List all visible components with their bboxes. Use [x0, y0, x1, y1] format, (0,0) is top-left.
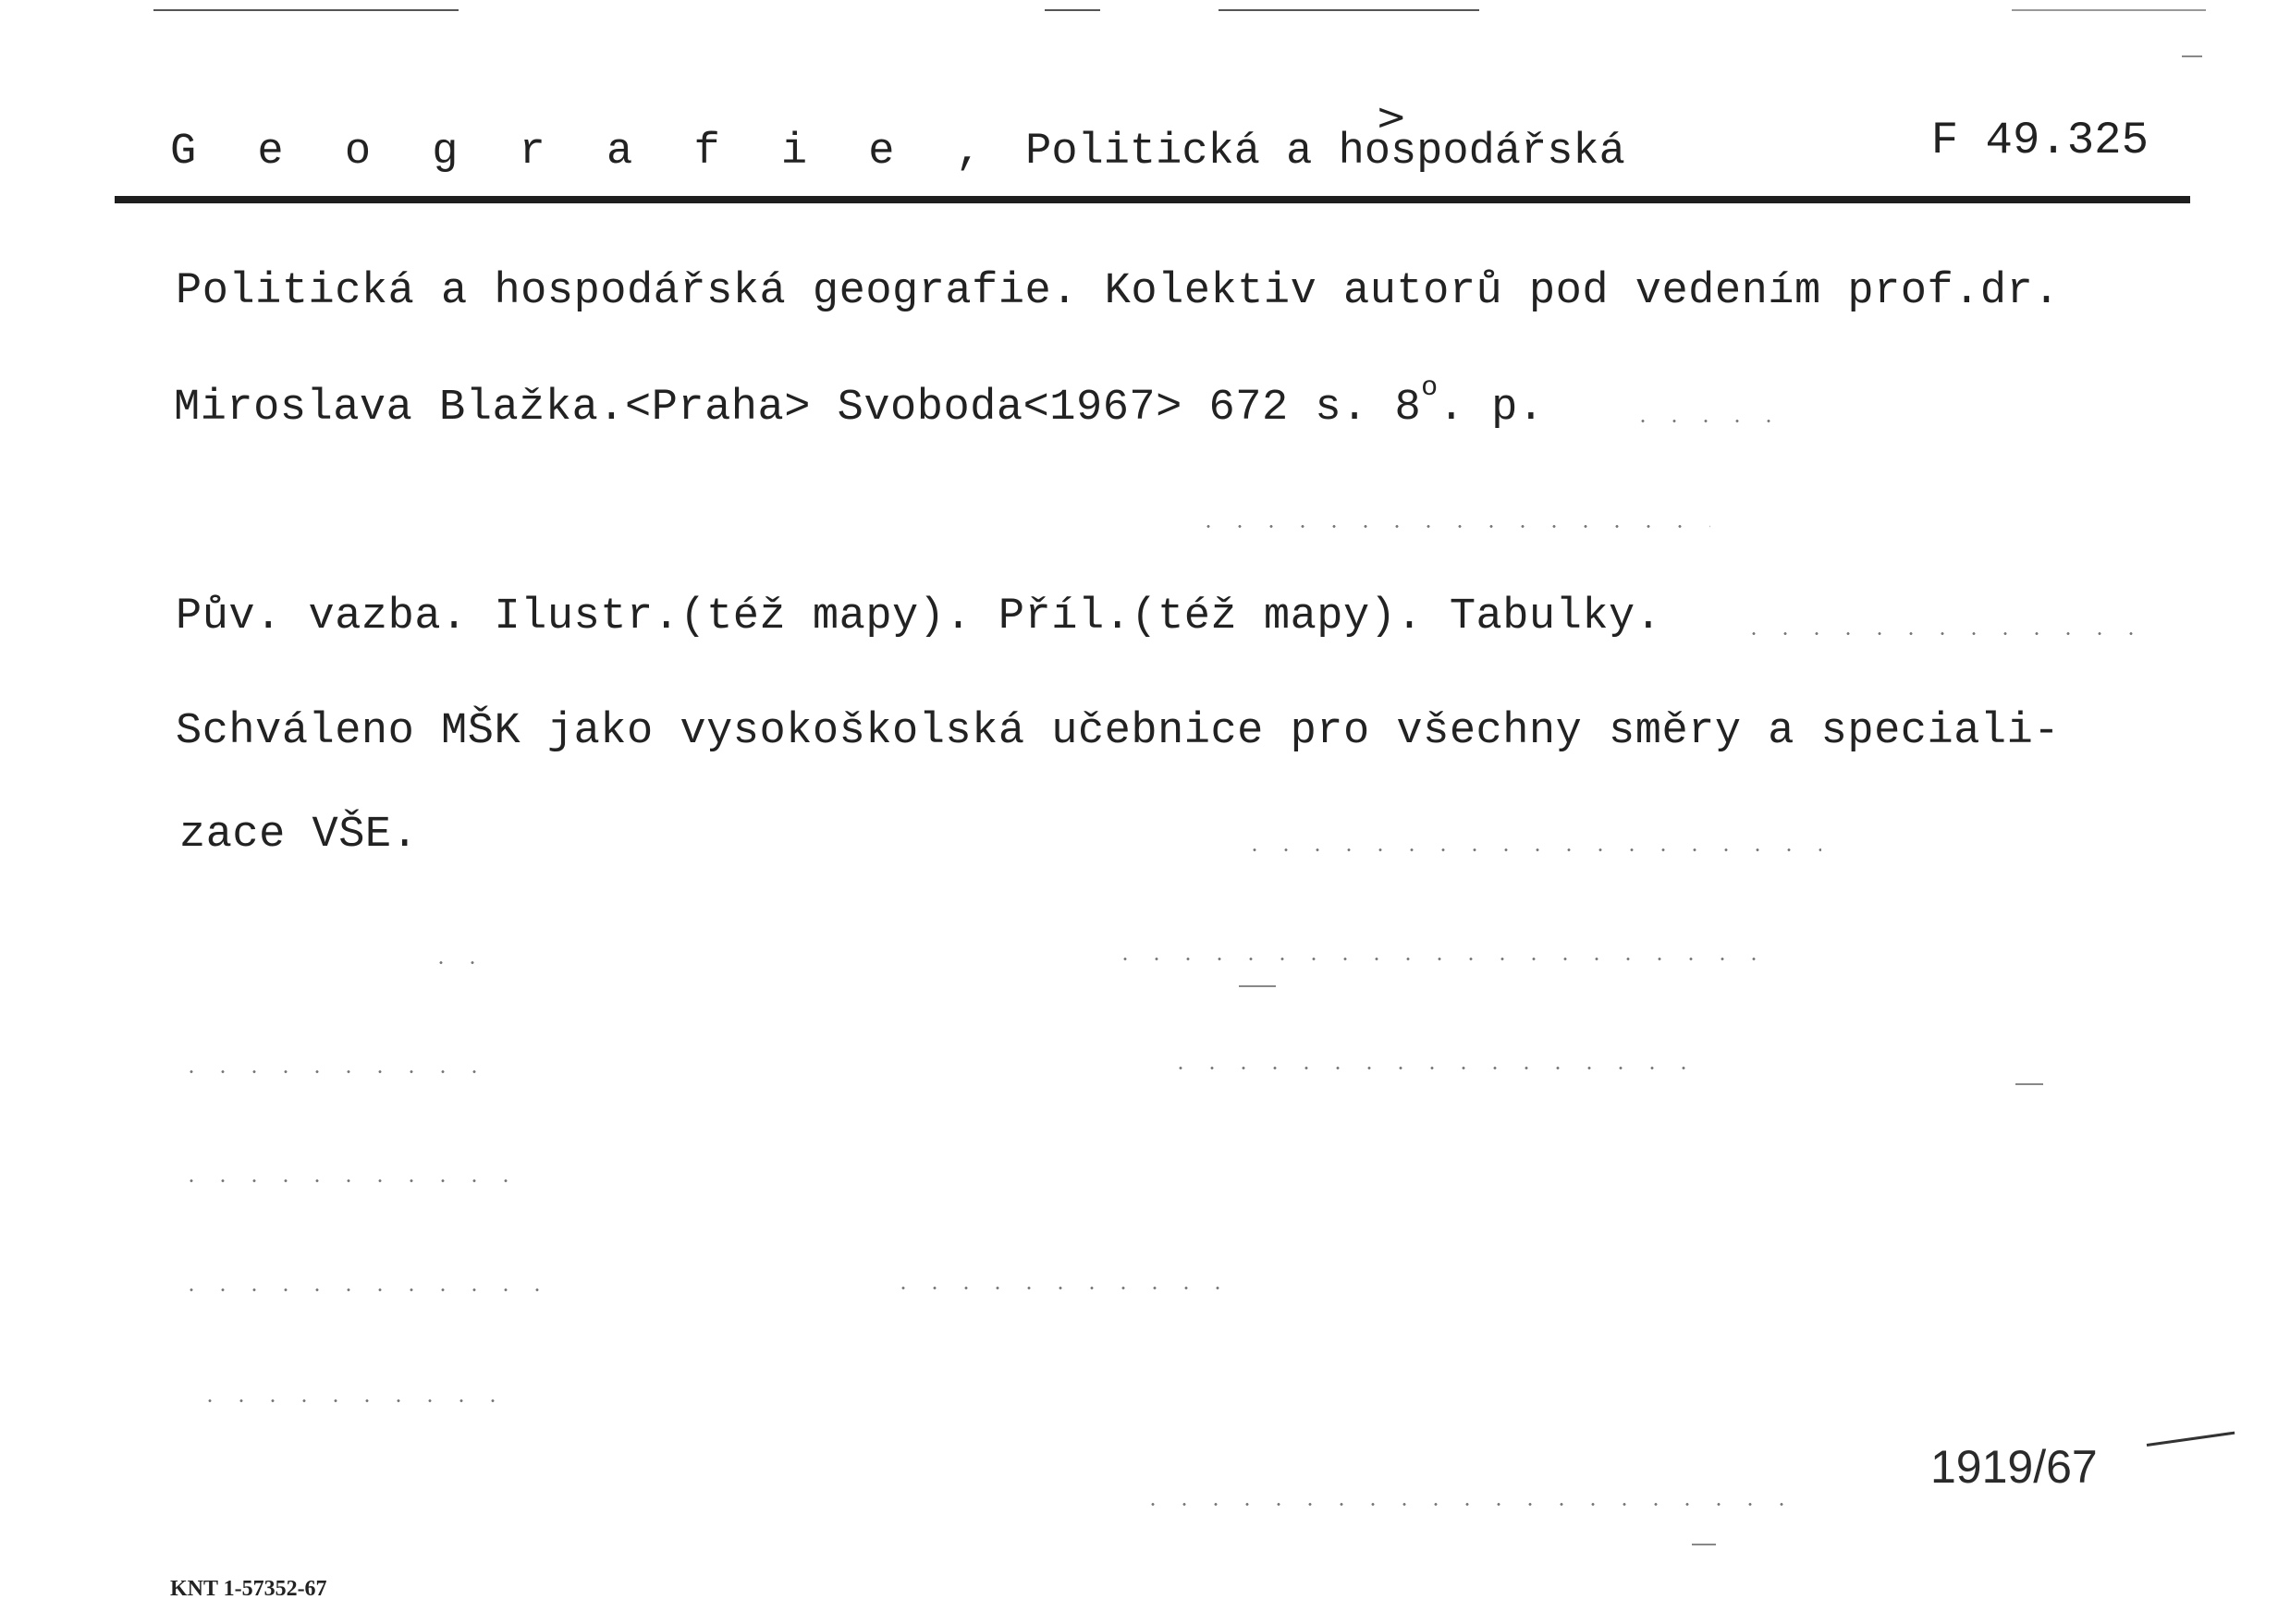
top-edge-line: [1219, 9, 1479, 11]
handwritten-stroke: [2147, 1432, 2235, 1447]
heading-subtitle: Politická a hospodářská: [1025, 128, 1625, 177]
printer-mark: KNT 1-57352-67: [170, 1577, 327, 1601]
dotted-mark: [176, 1179, 508, 1182]
dotted-mark: [194, 1399, 499, 1402]
subject-heading: [170, 128, 1625, 177]
note-approval-line-2: zace VŠE.: [179, 811, 419, 860]
top-edge-line: [153, 9, 459, 11]
format-note: . p.: [1438, 384, 1545, 433]
heading-keyword: G e o g r a f i e ,: [170, 128, 999, 177]
margin-dash: [2182, 55, 2202, 57]
pagination: 672 s. 8: [1208, 384, 1422, 433]
margin-dash: [1692, 1544, 1716, 1545]
author-name: Miroslava Blažka.: [174, 384, 625, 433]
dotted-mark: [1193, 525, 1710, 528]
title-line-2: [174, 372, 1545, 433]
publication-year: <1967>: [1023, 384, 1182, 433]
heading-rule: [115, 196, 2190, 203]
format-degree: o: [1421, 372, 1439, 404]
top-edge-line: [1045, 9, 1100, 11]
handwritten-arrow-mark: >: [1376, 96, 1407, 139]
place-of-publication: <Praha>: [624, 384, 811, 433]
dotted-mark: [1165, 1067, 1701, 1069]
top-edge-line: [2012, 9, 2206, 11]
dotted-mark: [888, 1287, 1230, 1289]
dotted-mark: [1109, 958, 1775, 960]
margin-dash: [1239, 985, 1276, 987]
title-line-1: Politická a hospodářská geografie. Kolektiv autorů pod vedením prof.dr.: [176, 267, 2061, 316]
dotted-mark: [176, 1070, 490, 1073]
dotted-mark: [1627, 420, 1794, 422]
dotted-mark: [1137, 1503, 1784, 1506]
shelfmark: F 49.325: [1930, 115, 2149, 166]
publisher: Svoboda: [837, 384, 1023, 433]
margin-dash: [2015, 1083, 2043, 1085]
note-binding-illustrations: Pův. vazba. Ilustr.(též mapy). Příl.(též mapy). Tabulky.: [176, 592, 1662, 641]
dotted-mark: [425, 961, 481, 964]
dotted-mark: [176, 1288, 564, 1291]
note-approval-line-1: Schváleno MŠK jako vysokoškolská učebnice pro všechny směry a speciali-: [176, 707, 2061, 756]
dotted-mark: [1738, 632, 2154, 635]
dotted-mark: [1239, 849, 1821, 851]
accession-number: 1919/67: [1930, 1441, 2098, 1493]
